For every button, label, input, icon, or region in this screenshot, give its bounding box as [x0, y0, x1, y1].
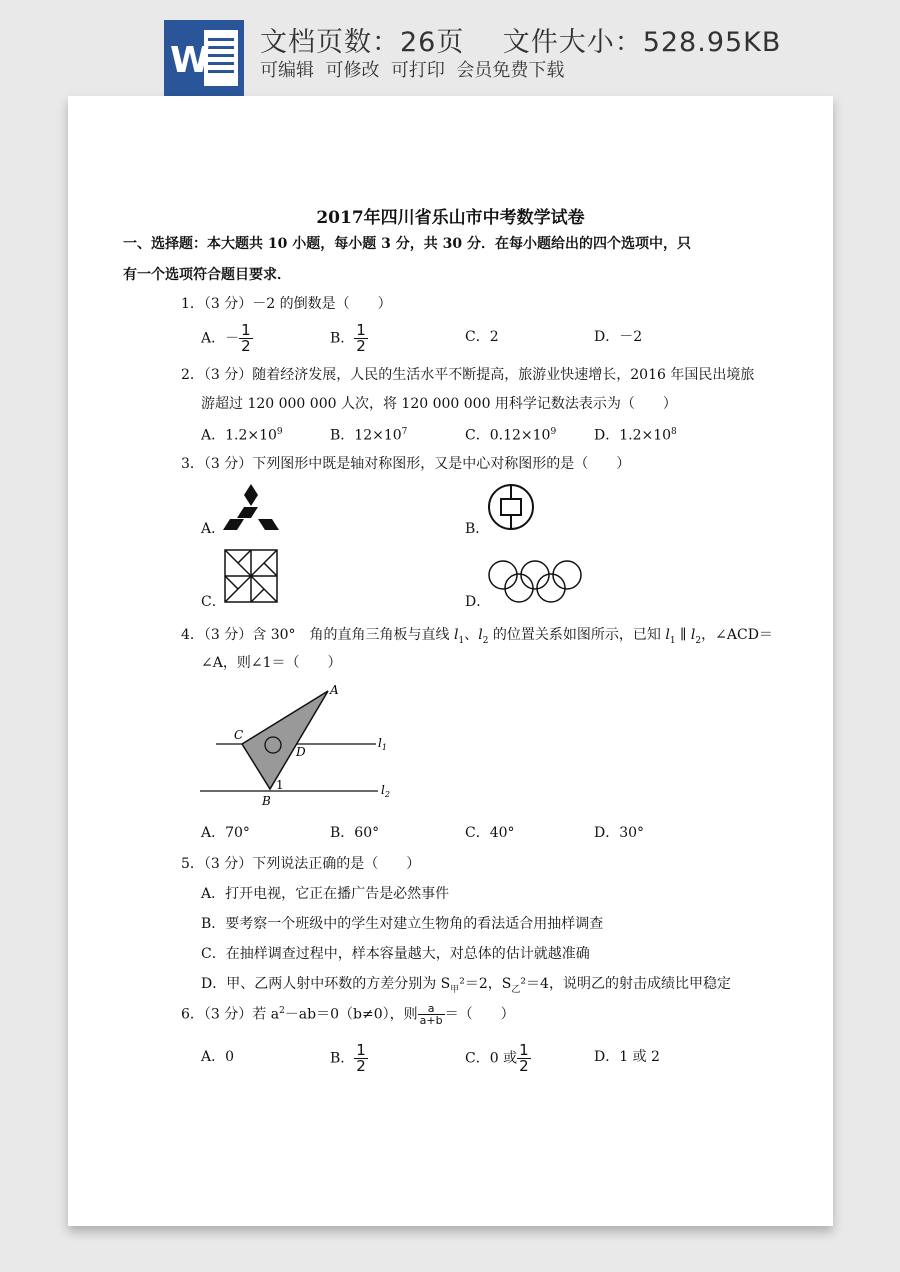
q3-option-a: A． — [201, 521, 226, 537]
q2-option-b: B．$12\times 10^7$ — [330, 427, 408, 444]
q2-option-d: D．$1.2\times 10^8$ — [594, 427, 677, 444]
q5-stem: 5．（3 分）下列说法正确的是（ ） — [181, 856, 421, 872]
q5-option-a: A．打开电视，它正在播广告是必然事件 — [201, 886, 450, 902]
fraction: $\frac{a}{a+b}$ — [419, 1002, 443, 1027]
fig-label-angle1: 1 — [276, 778, 284, 792]
ancient-coin-figure — [486, 482, 536, 532]
q3-stem: 3．（3 分）下列图形中既是轴对称图形，又是中心对称图形的是（ ） — [181, 456, 631, 472]
fraction: $\frac{1}{2}$ — [519, 1041, 529, 1075]
document-page — [68, 96, 833, 1226]
q1-option-a: A．－ $\frac{1}{2}$ — [201, 321, 251, 355]
q4-option-b: B．60° — [330, 825, 380, 841]
olympic-rings-figure — [486, 558, 584, 606]
fig-label-a: A — [330, 683, 339, 697]
feature-list: 可编辑 可修改 可打印 会员免费下载 — [260, 60, 565, 81]
q1-stem: 1．（3 分）－2 的倒数是（ ） — [181, 296, 392, 312]
q1-option-c: C．2 — [465, 329, 499, 345]
q6-option-c: C．0 或 $\frac{1}{2}$ — [465, 1041, 529, 1075]
fraction: $\frac{1}{2}$ — [356, 1041, 366, 1075]
q4-option-c: C．40° — [465, 825, 515, 841]
q5-option-b: B．要考察一个班级中的学生对建立生物角的看法适合用抽样调查 — [201, 916, 604, 932]
q4-stem-line1: 4．（3 分）含 30° 角的直角三角板与直线 $l_1$、$l_2$ 的位置关系如图所示，已知 $l_1$ ∥ $l_2$，∠ACD＝ — [181, 627, 773, 646]
q6-option-b: B． $\frac{1}{2}$ — [330, 1041, 366, 1075]
file-size: 文件大小：528.95KB — [502, 27, 782, 58]
q4-option-a: A．70° — [201, 825, 250, 841]
q5-option-d: D．甲、乙两人射中环数的方差分别为 $S_甲^2=2$，$S_乙^2=4$，说明乙的射击成绩比甲稳定 — [201, 976, 731, 995]
q4-option-d: D．30° — [594, 825, 645, 841]
q6-option-a: A．0 — [201, 1049, 235, 1065]
q6-option-d: D．1 或 2 — [594, 1049, 660, 1065]
q3-option-c: C． — [201, 594, 226, 610]
fraction: $\frac{1}{2}$ — [356, 321, 366, 355]
q3-option-b: B． — [465, 521, 490, 537]
q2-stem-line1: 2．（3 分）随着经济发展，人民的生活水平不断提高，旅游业快速增长，2016 年国民出境旅 — [181, 367, 755, 383]
page-count: 文档页数：26页 — [260, 27, 465, 58]
q2-option-c: C．$0.12\times 10^9$ — [465, 427, 557, 444]
pinwheel-figure — [223, 548, 279, 604]
fig-label-l1: $l_1$ — [378, 736, 387, 752]
word-icon-letter: W — [170, 40, 210, 81]
q1-option-d: D．－2 — [594, 329, 643, 345]
mitsubishi-logo-figure — [223, 484, 279, 530]
fig-label-b: B — [262, 794, 271, 808]
q6-stem: 6．（3 分）若 $a^2-ab=0(b\ne 0)$，则 $\frac{a}{a+b}$ ＝（ ） — [181, 1002, 515, 1027]
q5-option-c: C．在抽样调查过程中，样本容量越大，对总体的估计就越准确 — [201, 946, 590, 962]
q4-stem-line2: ∠A，则∠1＝（ ） — [201, 655, 342, 671]
section-heading: 一、选择题：本大题共 10 小题，每小题 3 分，共 30 分．在每小题给出的四个选项中，只 — [123, 236, 691, 252]
header — [0, 0, 900, 100]
section-heading-cont: 有一个选项符合题目要求． — [123, 267, 291, 283]
q1-option-b: B． $\frac{1}{2}$ — [330, 321, 366, 355]
fig-label-d: D — [296, 745, 306, 759]
fraction: $\frac{1}{2}$ — [241, 321, 251, 355]
fig-label-c: C — [234, 728, 244, 742]
word-document-icon — [164, 20, 244, 96]
q3-option-d: D． — [465, 594, 491, 610]
page-title: 2017年四川省乐山市中考数学试卷 — [316, 208, 585, 228]
file-meta — [260, 20, 781, 59]
q2-stem-line2: 游超过 120 000 000 人次，将 120 000 000 用科学记数法表示为（ ） — [201, 396, 677, 412]
triangle-lines-figure — [198, 681, 398, 811]
fig-label-l2: $l_2$ — [381, 783, 390, 799]
q2-option-a: A．$1.2\times 10^9$ — [201, 427, 283, 444]
